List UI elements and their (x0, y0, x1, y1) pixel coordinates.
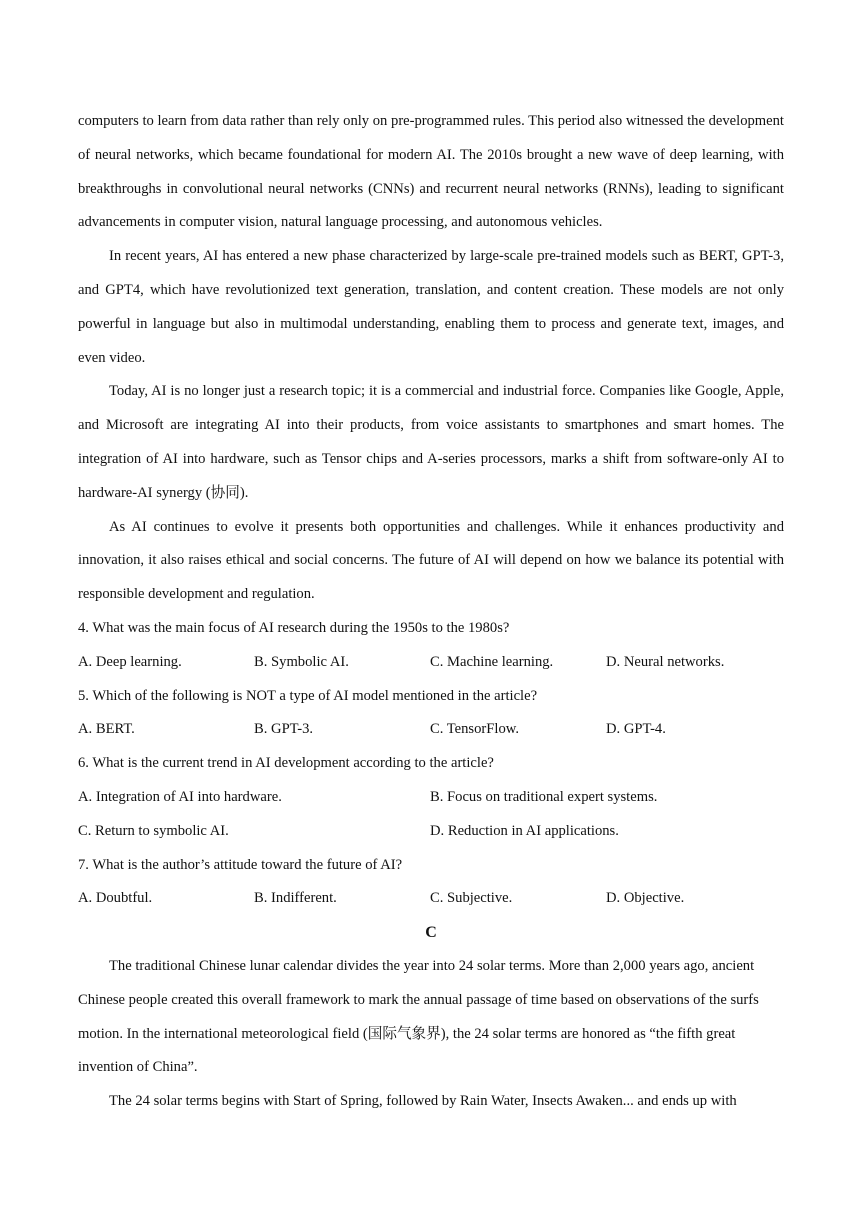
question-options (78, 882, 784, 916)
question-stem: 5. Which of the following is NOT a type of AI model mentioned in the article? (78, 687, 538, 704)
option-c: C. Return to symbolic AI. (78, 822, 229, 839)
option-a: A. Doubtful. (78, 890, 153, 907)
passage-paragraph: The traditional Chinese lunar calendar divides the year into 24 solar terms. More than 2,000 years ago, ancient Chinese people created this overall framework to mark the annual passage of time based on observations of the surfs motion. In the international meteorological field (国际气象界), the 24 solar terms are honored as “the fifth great invention of China”. (78, 957, 759, 1076)
option-a: A. Integration of AI into hardware. (78, 788, 282, 805)
option-a: A. Deep learning. (78, 653, 182, 670)
option-d: D. Reduction in AI applications. (430, 822, 619, 839)
section-heading: C (425, 924, 437, 942)
question-stem: 7. What is the author’s attitude toward the future of AI? (78, 856, 403, 873)
passage-paragraph: As AI continues to evolve it presents both opportunities and challenges. While it enhances productivity and innovation, it also raises ethical and social concerns. The future of AI will depend on how we balance its potential with responsible development and regulation. (78, 518, 784, 603)
question-options (78, 815, 784, 849)
question-options (78, 713, 784, 747)
question-options (78, 781, 784, 815)
passage-paragraph: The 24 solar terms begins with Start of Spring, followed by Rain Water, Insects Awaken... and ends up with (109, 1093, 737, 1110)
option-d: D. Neural networks. (606, 653, 725, 670)
question-stem: 4. What was the main focus of AI research during the 1950s to the 1980s? (78, 619, 510, 636)
passage-paragraph: Today, AI is no longer just a research topic; it is a commercial and industrial force. Companies like Google, Apple, and Microsoft are integrating AI into their products, from voice assistants to smartphones and smart homes. The integration of AI into hardware, such as Tensor chips and A-series processors, marks a shift from software-only AI to hardware-AI synergy (协同). (78, 383, 784, 501)
option-d: D. Objective. (606, 890, 685, 907)
question-stem: 6. What is the current trend in AI development according to the article? (78, 755, 494, 772)
passage-paragraph: computers to learn from data rather than rely only on pre-programmed rules. This period also witnessed the development of neural networks, which became foundational for modern AI. The 2010s brought a new wave of deep learning, with breakthroughs in convolutional neural networks (CNNs) and recurrent neural networks (RNNs), leading to significant advancements in computer vision, natural language processing, and autonomous vehicles. (78, 113, 784, 231)
passage-paragraph: In recent years, AI has entered a new phase characterized by large-scale pre-trained models such as BERT, GPT-3, and GPT4, which have revolutionized text generation, translation, and content creation. These models are not only powerful in language but also in multimodal understanding, enabling them to process and generate text, images, and even video. (78, 248, 784, 366)
option-c: C. Machine learning. (430, 653, 554, 670)
exam-page (78, 105, 784, 1119)
option-b: B. Focus on traditional expert systems. (430, 788, 658, 805)
option-d: D. GPT-4. (606, 721, 666, 738)
option-b: B. GPT-3. (254, 721, 314, 738)
question-options (78, 646, 784, 680)
option-a: A. BERT. (78, 721, 135, 738)
option-c: C. TensorFlow. (430, 721, 519, 738)
section-c-passage (78, 950, 762, 1119)
option-c: C. Subjective. (430, 890, 513, 907)
option-b: B. Indifferent. (254, 890, 337, 907)
option-b: B. Symbolic AI. (254, 653, 349, 670)
